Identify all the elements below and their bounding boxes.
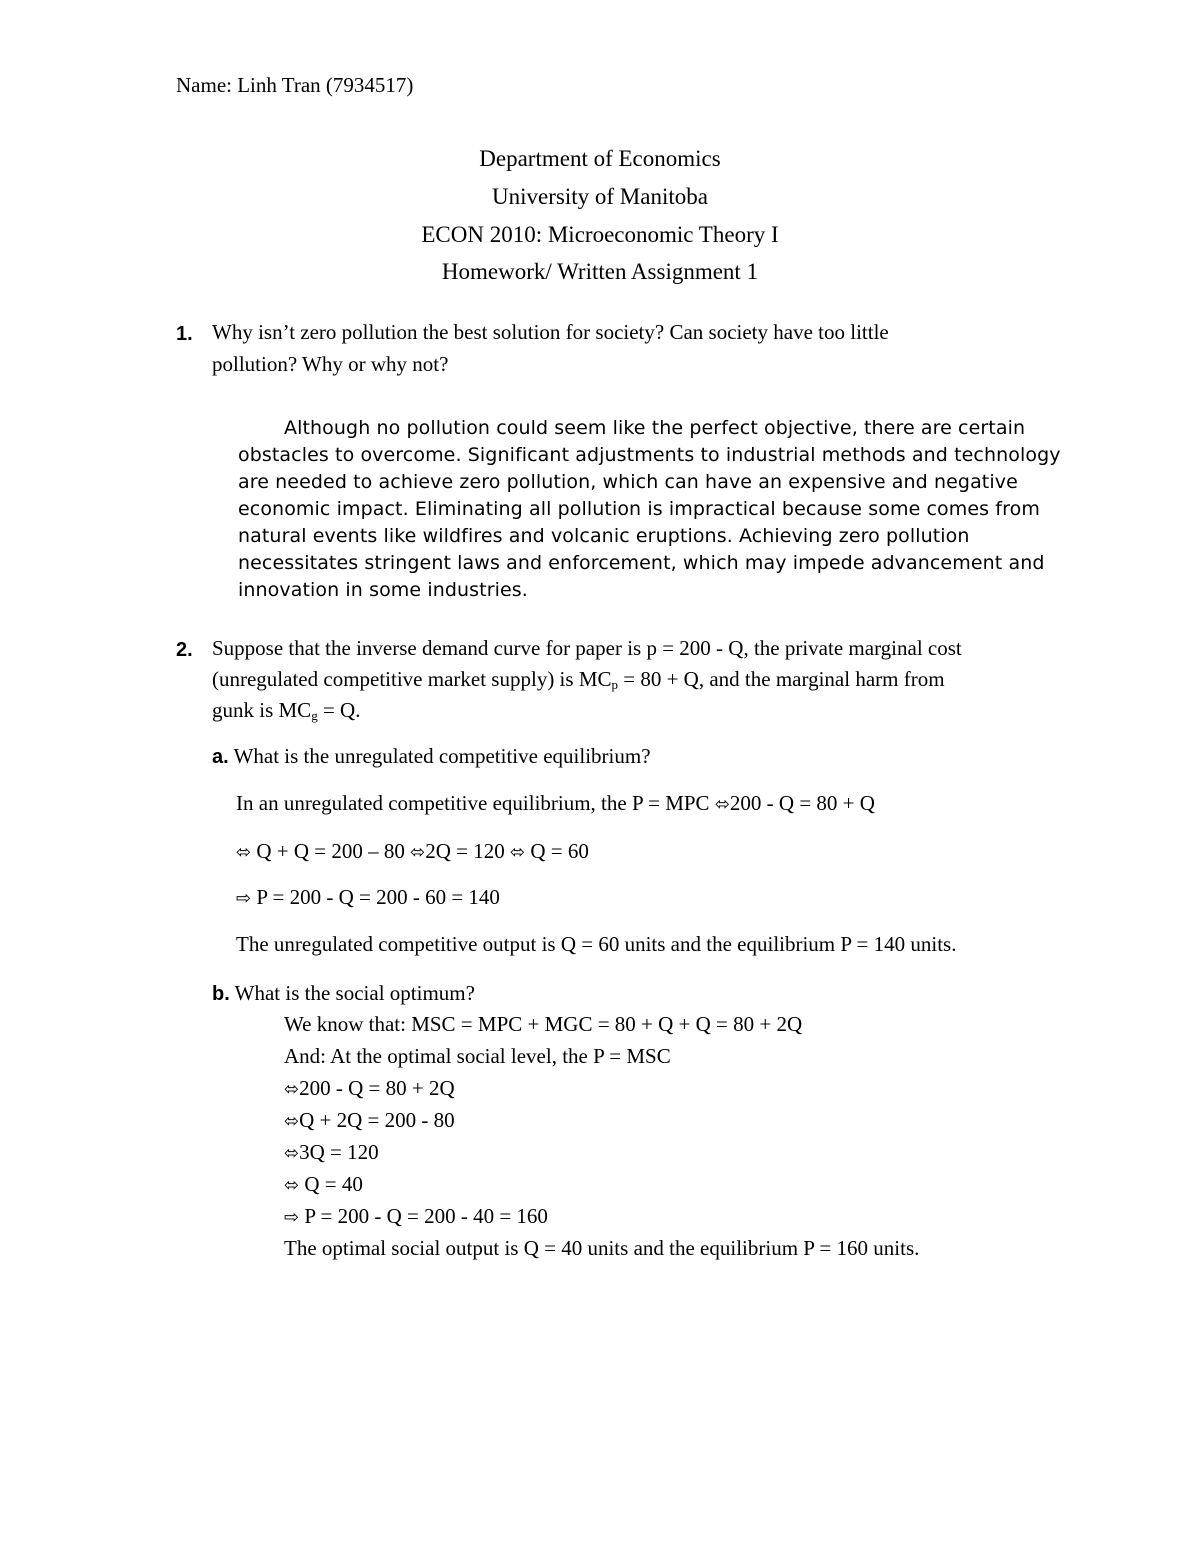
part-a-letter: a. <box>212 746 229 768</box>
part-b-step-4: ⬄Q + 2Q = 200 - 80 <box>284 1108 455 1132</box>
answer-1-line-6: necessitates stringent laws and enforcement, which may impede advancement and <box>238 552 1045 574</box>
question-2-text-line-2: (unregulated competitive market supply) is $MC_p = 80 + Q$, and the marginal harm from <box>212 667 945 692</box>
part-b-letter: b. <box>212 983 230 1005</box>
iff-icon: ⬄ <box>284 1079 300 1100</box>
part-a-conclusion: The unregulated competitive output is Q = 60 units and the equilibrium P = 140 units. <box>236 932 957 956</box>
question-2-text-line-3: gunk is $MC_g = Q$. <box>212 698 361 723</box>
iff-icon: ⬄ <box>410 842 426 863</box>
iff-icon: ⬄ <box>284 1111 300 1132</box>
answer-1-line-7: innovation in some industries. <box>238 579 528 601</box>
subscript-g: g <box>311 708 318 723</box>
part-b-step-6: ⬄ Q = 40 <box>284 1172 363 1196</box>
answer-1-line-1: Although no pollution could seem like the perfect objective, there are certain <box>284 417 1026 439</box>
student-name: Name: Linh Tran (7934517) <box>176 73 414 97</box>
answer-1-line-4: economic impact. Eliminating all pollution is impractical because some comes from <box>238 498 1040 520</box>
part-b-question: b. What is the social optimum? <box>212 981 475 1005</box>
iff-icon: ⬄ <box>284 1143 300 1164</box>
department-title: Department of Economics <box>479 146 721 171</box>
part-b-step-3: ⬄200 - Q = 80 + 2Q <box>284 1076 455 1100</box>
assignment-title: Homework/ Written Assignment 1 <box>441 259 759 284</box>
part-b-step-2: And: At the optimal social level, the P = MSC <box>284 1044 671 1068</box>
question-2-text-line-1: Suppose that the inverse demand curve for paper is p = 200 - Q, the private marginal cost <box>212 636 962 660</box>
iff-icon: ⬄ <box>509 842 526 863</box>
part-b-conclusion: The optimal social output is Q = 40 units and the equilibrium P = 160 units. <box>284 1236 920 1260</box>
part-a-question: a. What is the unregulated competitive equilibrium? <box>212 744 651 768</box>
course-title: ECON 2010: Microeconomic Theory I <box>421 222 779 247</box>
implies-icon: ⇨ <box>236 888 252 909</box>
question-1-text-line-1: Why isn’t zero pollution the best solution for society? Can society have too little <box>212 320 889 344</box>
iff-icon: ⬄ <box>236 842 252 863</box>
question-1-number: 1. <box>176 323 193 345</box>
part-b-step-1: We know that: MSC = MPC + MGC = 80 + Q + Q = 80 + 2Q <box>284 1012 803 1036</box>
iff-icon: ⬄ <box>284 1175 300 1196</box>
answer-1-line-3: are needed to achieve zero pollution, which can have an expensive and negative <box>238 471 1018 493</box>
question-1-text-line-2: pollution? Why or why not? <box>212 352 449 376</box>
iff-icon: ⬄ <box>714 794 730 815</box>
subscript-p: p <box>611 677 618 692</box>
answer-1-line-5: natural events like wildfires and volcanic eruptions. Achieving zero pollution <box>238 525 970 547</box>
part-a-step-3: ⇨ P = 200 - Q = 200 - 60 = 140 <box>236 885 500 909</box>
university-title: University of Manitoba <box>492 184 708 209</box>
implies-icon: ⇨ <box>284 1207 300 1228</box>
part-b-step-5: ⬄3Q = 120 <box>284 1140 379 1164</box>
answer-1-line-2: obstacles to overcome. Significant adjustments to industrial methods and technology <box>238 444 1061 466</box>
question-2-number: 2. <box>176 639 193 661</box>
part-a-step-2: ⬄ Q + Q = 200 – 80 ⬄2Q = 120 ⬄ Q = 60 <box>236 839 589 863</box>
part-a-step-1: In an unregulated competitive equilibrium, the P = MPC ⬄200 - Q = 80 + Q <box>236 791 875 815</box>
part-b-step-7: ⇨ P = 200 - Q = 200 - 40 = 160 <box>284 1204 548 1228</box>
